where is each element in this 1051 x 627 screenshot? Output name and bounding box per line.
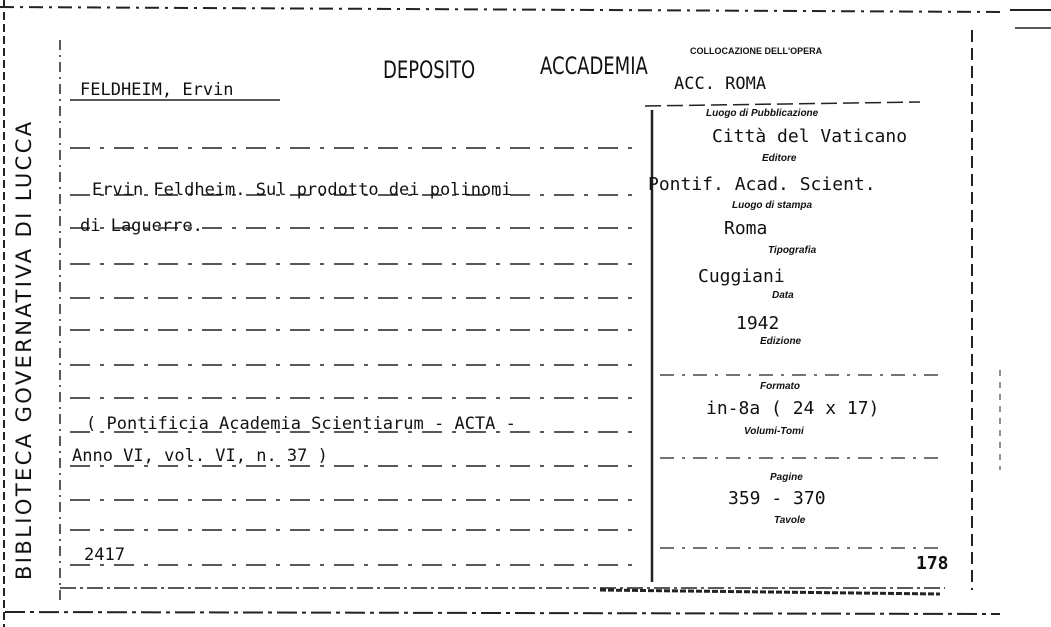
library-stamp: BIBLIOTECA GOVERNATIVA DI LUCCA (12, 119, 36, 580)
title-line-2: di Laguerre. (80, 216, 203, 236)
collocation-value: ACC. ROMA (674, 74, 767, 94)
volumes-label: Volumi-Tomi (744, 426, 804, 437)
edition-label: Edizione (760, 336, 802, 347)
publisher-label: Editore (762, 153, 797, 164)
plates-label: Tavole (774, 515, 806, 526)
pages-label: Pagine (770, 472, 803, 483)
series-line-1: ( Pontificia Academia Scientiarum - ACTA - (86, 414, 516, 434)
place-label: Luogo di Pubblicazione (706, 108, 819, 119)
format-label: Formato (760, 381, 800, 392)
collocation-label: COLLOCAZIONE DELL'OPERA (690, 46, 823, 56)
author-name: FELDHEIM, Ervin (80, 80, 234, 100)
corner-mark: 178 (916, 553, 949, 574)
series-line-2: Anno VI, vol. VI, n. 37 ) (72, 446, 328, 466)
format-value: in-8a ( 24 x 17) (706, 398, 880, 419)
deposit-heading: DEPOSITO (383, 56, 476, 84)
title-line-1: Ervin Feldheim. Sul prodotto dei polinomi (92, 180, 512, 200)
place-value: Città del Vaticano (712, 126, 908, 147)
date-value: 1942 (736, 313, 780, 334)
inventory-number: 2417 (84, 545, 125, 565)
typography-value: Cuggiani (698, 266, 785, 287)
publisher-value: Pontif. Acad. Scient. (648, 174, 876, 195)
print-place-label: Luogo di stampa (732, 200, 812, 211)
pages-value: 359 - 370 (728, 488, 826, 509)
academy-heading: ACCADEMIA (540, 52, 648, 80)
print-place-value: Roma (724, 218, 768, 239)
typography-label: Tipografia (768, 245, 817, 256)
date-label: Data (772, 290, 794, 301)
